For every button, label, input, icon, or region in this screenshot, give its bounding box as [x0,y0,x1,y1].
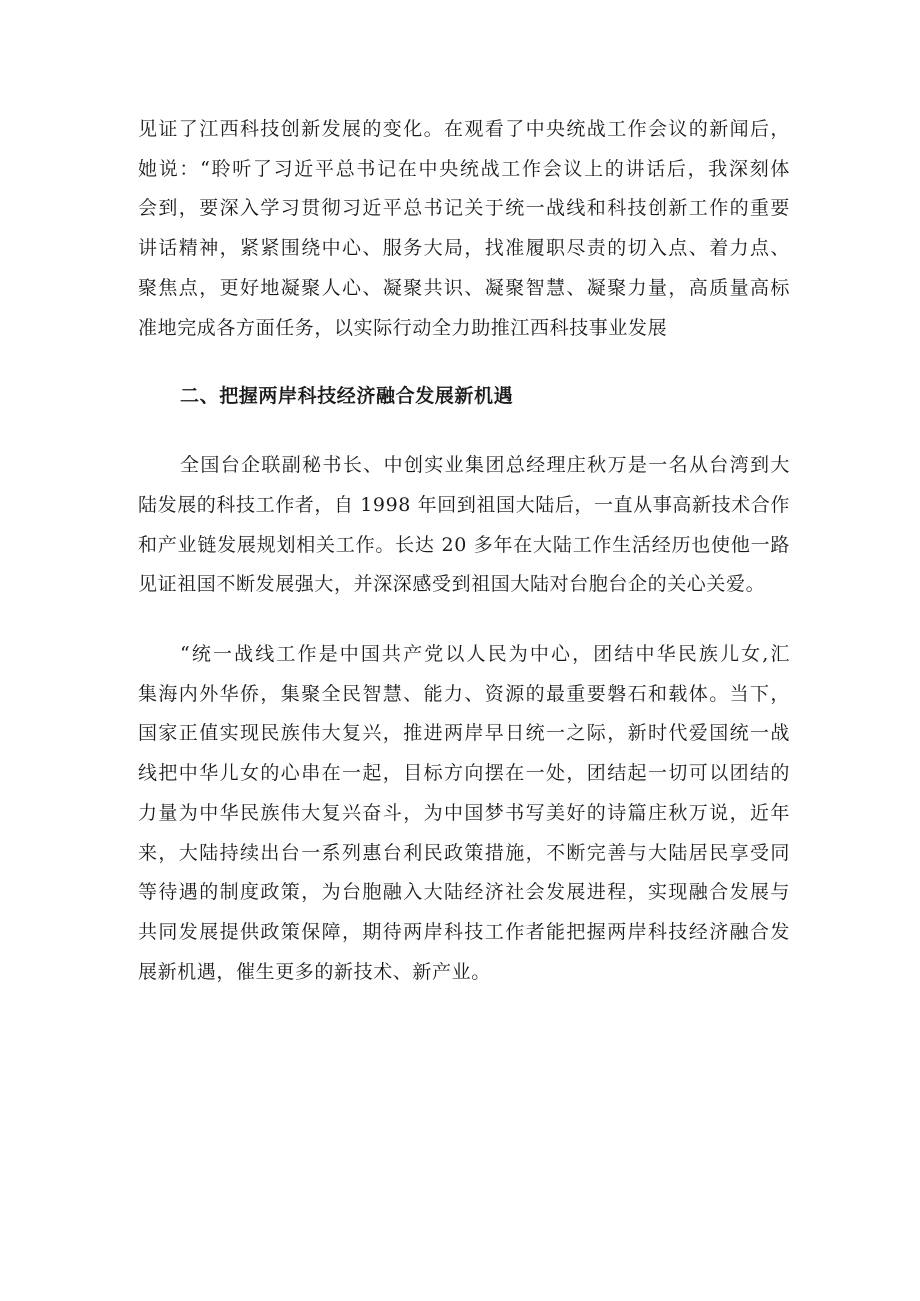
paragraph-1-line: 讲话精神，紧紧围绕中心、服务大局，找准履职尽责的切入点、着力点、 [138,237,790,260]
paragraph-3-line: 来，大陆持续出台一系列惠台利民政策措施，不断完善与大陆居民享受同 [138,841,790,864]
paragraph-3-line: “统一战线工作是中国共产党以人民为中心，团结中华民族儿女,汇 [180,643,790,666]
paragraph-3 [138,635,790,992]
paragraph-2-line: 和产业链发展规划相关工作。长达 20 多年在大陆工作生活经历也使他一路 [138,533,790,556]
paragraph-1-line: 准地完成各方面任务，以实际行动全力助推江西科技事业发展 [138,316,668,339]
paragraph-1-line: 见证了江西科技创新发展的变化。在观看了中央统战工作会议的新闻后， [138,118,790,140]
paragraph-1-line: 会到，要深入学习贯彻习近平总书记关于统一战线和科技创新工作的重要 [138,197,790,220]
paragraph-3-line: 集海内外华侨，集聚全民智慧、能力、资源的最重要磐石和载体。当下， [138,682,790,705]
paragraph-1-line: 她说：“聆听了习近平总书记在中央统战工作会议上的讲话后，我深刻体 [138,157,790,180]
paragraph-2-line: 陆发展的科技工作者，自 1998 年回到祖国大陆后，一直从事高新技术合作 [138,493,791,516]
paragraph-3-line: 展新机遇，催生更多的新技术、新产业。 [138,960,491,983]
paragraph-2 [138,446,790,605]
paragraph-3-line: 国家正值实现民族伟大复兴，推进两岸早日统一之际，新时代爱国统一战 [138,722,790,745]
section-heading: 二、把握两岸科技经济融合发展新机遇 [180,385,514,408]
paragraph-3-line: 等待遇的制度政策，为台胞融入大陆经济社会发展进程，实现融合发展与 [138,881,790,904]
paragraph-3-line: 共同发展提供政策保障，期待两岸科技工作者能把握两岸科技经济融合发 [138,920,790,943]
paragraph-1-line: 聚焦点，更好地凝聚人心、凝聚共识、凝聚智慧、凝聚力量，高质量高标 [138,276,790,299]
paragraph-1 [138,110,790,348]
document-page [138,110,790,992]
paragraph-3-line: 线把中华儿女的心串在一起，目标方向摆在一处，团结起一切可以团结的 [138,762,790,785]
paragraph-2-line: 全国台企联副秘书长、中创实业集团总经理庄秋万是一名从台湾到大 [180,454,790,477]
paragraph-2-line: 见证祖国不断发展强大，并深深感受到祖国大陆对台胞台企的关心关爱。 [138,573,766,596]
paragraph-3-line: 力量为中华民族伟大复兴奋斗，为中国梦书写美好的诗篇庄秋万说，近年 [138,801,790,824]
